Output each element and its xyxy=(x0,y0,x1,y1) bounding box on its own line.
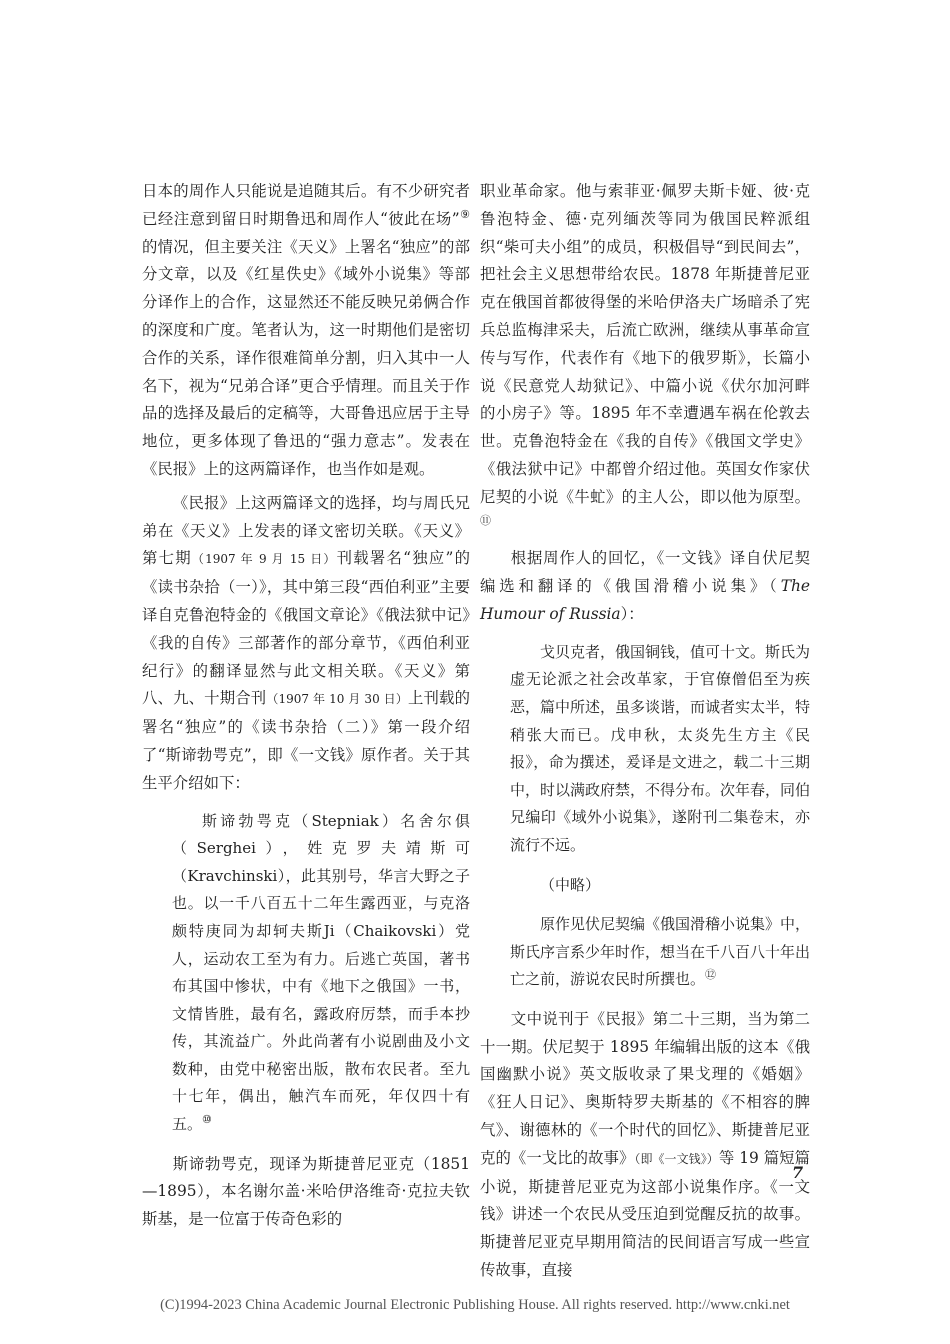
footnote-ref-10[interactable]: ⑩ xyxy=(202,1113,212,1127)
left-p2-text-b: 刊载署名“独应”的《读书杂拾（一）》，其中第三段“西伯利亚”主要译自克鲁泡特金的《俄国文章论》《俄法狱中记》《我的自传》三部著作的部分章节，《西伯利亚纪行》的翻译显然与此文相关联。《天义》第八、九、十期合刊 xyxy=(142,549,470,708)
footnote-ref-12[interactable]: ⑫ xyxy=(705,968,717,982)
left-p2-text-c: 上刊载的署名“独应”的《读书杂拾（二）》第一段介绍了“斯谛勃咢克”，即《一文钱》原作者。关于其生平介绍如下： xyxy=(142,689,470,792)
quote-1-text: 斯谛勃咢克（Stepniak）名舍尔俱（Serghei），姓克罗夫靖斯可（Kravchinski），此其别号，华言大野之子也。以一千八百五十二年生露西亚，与克洛颇特庚同为却轲夫斯Ji（Chaikovski）党人，运动农工至为有力。后逃亡英国，著书布其国中惨状，中有《地下之俄国》一书，文情皆胜，最有名，露政府厉禁，而手本抄传，其流益广。外此尚著有小说剧曲及小文数种，由党中秘密出版，散布农民者。至九十七年，偶出，触汽车而死，年仅四十有五。 xyxy=(172,811,470,1134)
left-p3-text: 斯谛勃咢克，现译为斯捷普尼亚克（1851—1895），本名谢尔盖·米哈伊洛维奇·克拉夫钦斯基，是一位富于传奇色彩的 xyxy=(142,1154,470,1229)
quote-2-text: 戈贝克者，俄国铜钱，值可十文。斯氏为虚无论派之社会改革家，于官僚僧侣至为疾恶，篇中所述，虽多谈谐，而诚者实太半，特稍张大而已。戊申秋，太炎先生方主《民报》，命为撰述，爰译是文进之，载二十三期中，时以满政府禁，不得分布。次年春，同伯兄编印《域外小说集》，遂附刊二集卷末，亦流行不远。 xyxy=(510,642,811,854)
zhou-zuoren-quote-2 xyxy=(480,911,810,994)
left-p2-date-2: （1907 年 10 月 30 日） xyxy=(266,692,408,707)
left-column xyxy=(142,178,470,1240)
left-p1-text: 日本的周作人只能说是追随其后。有不少研究者已经注意到留日时期鲁迅和周作人“彼此在场” xyxy=(142,182,470,228)
right-column xyxy=(480,178,810,1291)
right-p3-paren: （即《一文钱》） xyxy=(634,1151,719,1166)
right-p1-text: 职业革命家。他与索菲亚·佩罗夫斯卡娅、彼·克鲁泡特金、德·克列缅茨等同为俄国民粹派组织“柴可夫小组”的成员，积极倡导“到民间去”，把社会主义思想带给农民。1878 年斯捷普尼亚克在俄国首都彼得堡的米哈伊洛夫广场暗杀了宪兵总监梅津采夫，后流亡欧洲，继续从事革命宣传与写作，代表作有《地下的俄罗斯》，长篇小说《民意党人劫狱记》、中篇小说《伏尔加河畔的小房子》等。1895 年不幸遭遇车祸在伦敦去世。克鲁泡特金在《我的自传》《俄国文学史》《俄法狱中记》中都曾介绍过他。英国女作家伏尼契的小说《牛虻》的主人公，即以他为原型。 xyxy=(480,182,810,506)
right-paragraph-2 xyxy=(480,545,810,628)
footnote-ref-9[interactable]: ⑨ xyxy=(459,207,470,221)
right-p2-text-a: 根据周作人的回忆，《一文钱》译自伏尼契编选和翻译的《俄国滑稽小说集》（ xyxy=(480,549,810,596)
left-paragraph-3 xyxy=(142,1151,470,1234)
zhou-zuoren-quote xyxy=(480,639,810,860)
left-paragraph-1 xyxy=(142,178,470,484)
left-p2-text-a: 《民报》上这两篇译文的选择，均与周氏兄弟在《天义》上发表的译文密切关联。《天义》第七期 xyxy=(142,493,470,568)
left-p1-text-cont: 的情况，但主要关注《天义》上署名“独应”的部分文章，以及《红星佚史》《域外小说集》等部分译作上的合作，这显然还不能反映兄弟俩合作的深度和广度。笔者认为，这一时期他们是密切合作的关系，译作很难简单分割，归入其中一人名下，视为“兄弟合译”更合乎情理。而且关于作品的选择及最后的定稿等，大哥鲁迅应居于主导地位，更多体现了鲁迅的“强力意志”。发表在《民报》上的这两篇译作，也当作如是观。 xyxy=(142,237,470,478)
right-paragraph-1 xyxy=(480,178,810,539)
right-paragraph-3 xyxy=(480,1006,810,1285)
left-p2-date-1: （1907 年 9 月 15 日） xyxy=(191,552,337,567)
right-p3-text-b: 等 19 篇短篇小说，斯捷普尼亚克为这部小说集作序。《一文钱》讲述一个农民从受压迫到觉醒反抗的故事。斯捷普尼亚克早期用简洁的民间语言写成一些宣传故事，直接 xyxy=(480,1148,810,1280)
right-p3-text-a: 文中说刊于《民报》第二十三期，当为第二十一期。伏尼契于 1895 年编辑出版的这本《俄国幽默小说》英文版收录了果戈理的《婚姻》《狂人日记》、奥斯特罗夫斯基的《不相容的脾气》、谢德林的《一个时代的回忆》、斯捷普尼亚克的《一戈比的故事》 xyxy=(480,1009,810,1167)
copyright-footer: (C)1994-2023 China Academic Journal Electronic Publishing House. All rights reserved. http://www.cnki.net xyxy=(160,1297,790,1313)
quote-2-omission: （中略） xyxy=(540,875,601,894)
stepniak-bio-quote xyxy=(142,808,470,1139)
right-p2-text-b: ）： xyxy=(620,604,644,623)
book-title-english: The Humour of Russia xyxy=(480,577,810,623)
footnote-ref-11[interactable]: ⑪ xyxy=(480,513,491,527)
quote-2b-text: 原作见伏尼契编《俄国滑稽小说集》中，斯氏序言系少年时作，想当在千八百八十年出亡之前，游说农民时所撰也。 xyxy=(510,915,811,989)
quote-omission xyxy=(480,872,810,900)
left-paragraph-2 xyxy=(142,490,470,798)
page-number: 7 xyxy=(792,1163,804,1182)
